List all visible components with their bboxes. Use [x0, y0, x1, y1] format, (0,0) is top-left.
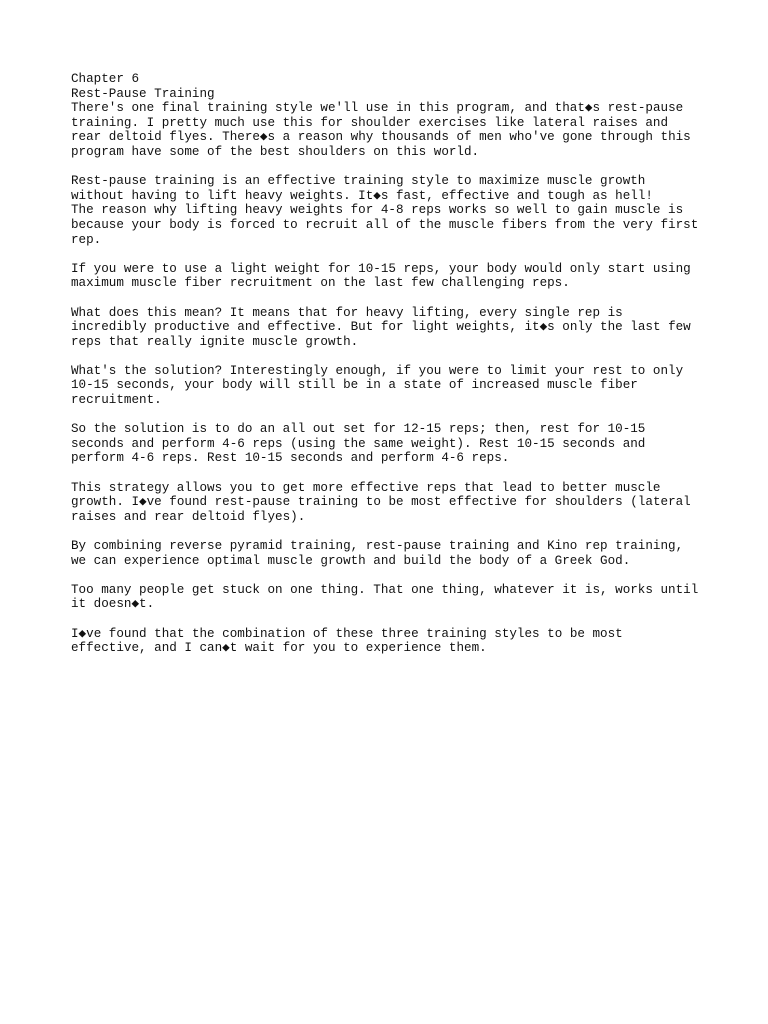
text-line: it doesn◆t.	[71, 597, 155, 612]
text-line: recruitment.	[71, 393, 162, 408]
text-line: So the solution is to do an all out set for 12-15 reps; then, rest for 10-15	[71, 422, 646, 437]
text-line: reps that really ignite muscle growth.	[71, 334, 359, 349]
text-line: There's one final training style we'll use in this program, and that◆s rest-pause	[71, 101, 684, 116]
paragraph	[71, 262, 711, 291]
text-line: maximum muscle fiber recruitment on the last few challenging reps.	[71, 276, 570, 291]
text-line: incredibly productive and effective. But for light weights, it◆s only the last few	[71, 320, 691, 335]
paragraph	[71, 422, 711, 466]
text-line: without having to lift heavy weights. It◆s fast, effective and tough as hell!	[71, 188, 653, 203]
text-line: raises and rear deltoid flyes).	[71, 509, 306, 524]
paragraph	[71, 306, 711, 350]
document-page	[71, 72, 711, 656]
text-line: rep.	[71, 232, 102, 247]
text-line: What does this mean? It means that for heavy lifting, every single rep is	[71, 305, 623, 320]
text-line: growth. I◆ve found rest-pause training to be most effective for shoulders (lateral	[71, 495, 691, 510]
chapter-number: Chapter 6	[71, 72, 140, 86]
paragraph	[71, 174, 711, 247]
text-line: 10-15 seconds, your body will still be in a state of increased muscle fiber	[71, 378, 638, 393]
text-line: If you were to use a light weight for 10-15 reps, your body would only start using	[71, 261, 691, 276]
paragraph	[71, 481, 711, 525]
text-line: What's the solution? Interestingly enough, if you were to limit your rest to only	[71, 363, 684, 378]
text-line: training. I pretty much use this for shoulder exercises like lateral raises and	[71, 115, 669, 130]
text-line: The reason why lifting heavy weights for 4-8 reps works so well to gain muscle is	[71, 203, 684, 218]
paragraph	[71, 101, 711, 159]
text-line: rear deltoid flyes. There◆s a reason why thousands of men who've gone through this	[71, 130, 691, 145]
text-line: seconds and perform 4-6 reps (using the same weight). Rest 10-15 seconds and	[71, 436, 646, 451]
text-line: By combining reverse pyramid training, rest-pause training and Kino rep training,	[71, 539, 684, 553]
text-line: This strategy allows you to get more effective reps that lead to better muscle	[71, 480, 661, 495]
paragraph	[71, 364, 711, 408]
text-line: perform 4-6 reps. Rest 10-15 seconds and perform 4-6 reps.	[71, 451, 510, 466]
text-line: I◆ve found that the combination of these three training styles to be most	[71, 626, 623, 641]
text-line: we can experience optimal muscle growth and build the body of a Greek God.	[71, 553, 631, 568]
text-line: Too many people get stuck on one thing. That one thing, whatever it is, works until	[71, 582, 699, 597]
paragraph	[71, 627, 711, 656]
chapter-title: Rest-Pause Training	[71, 86, 215, 101]
paragraph	[71, 583, 711, 612]
text-line: Rest-pause training is an effective training style to maximize muscle growth	[71, 174, 646, 189]
text-line: effective, and I can◆t wait for you to experience them.	[71, 641, 487, 656]
text-line: because your body is forced to recruit all of the muscle fibers from the very first	[71, 217, 699, 232]
paragraph	[71, 539, 711, 568]
text-line: program have some of the best shoulders on this world.	[71, 144, 480, 159]
